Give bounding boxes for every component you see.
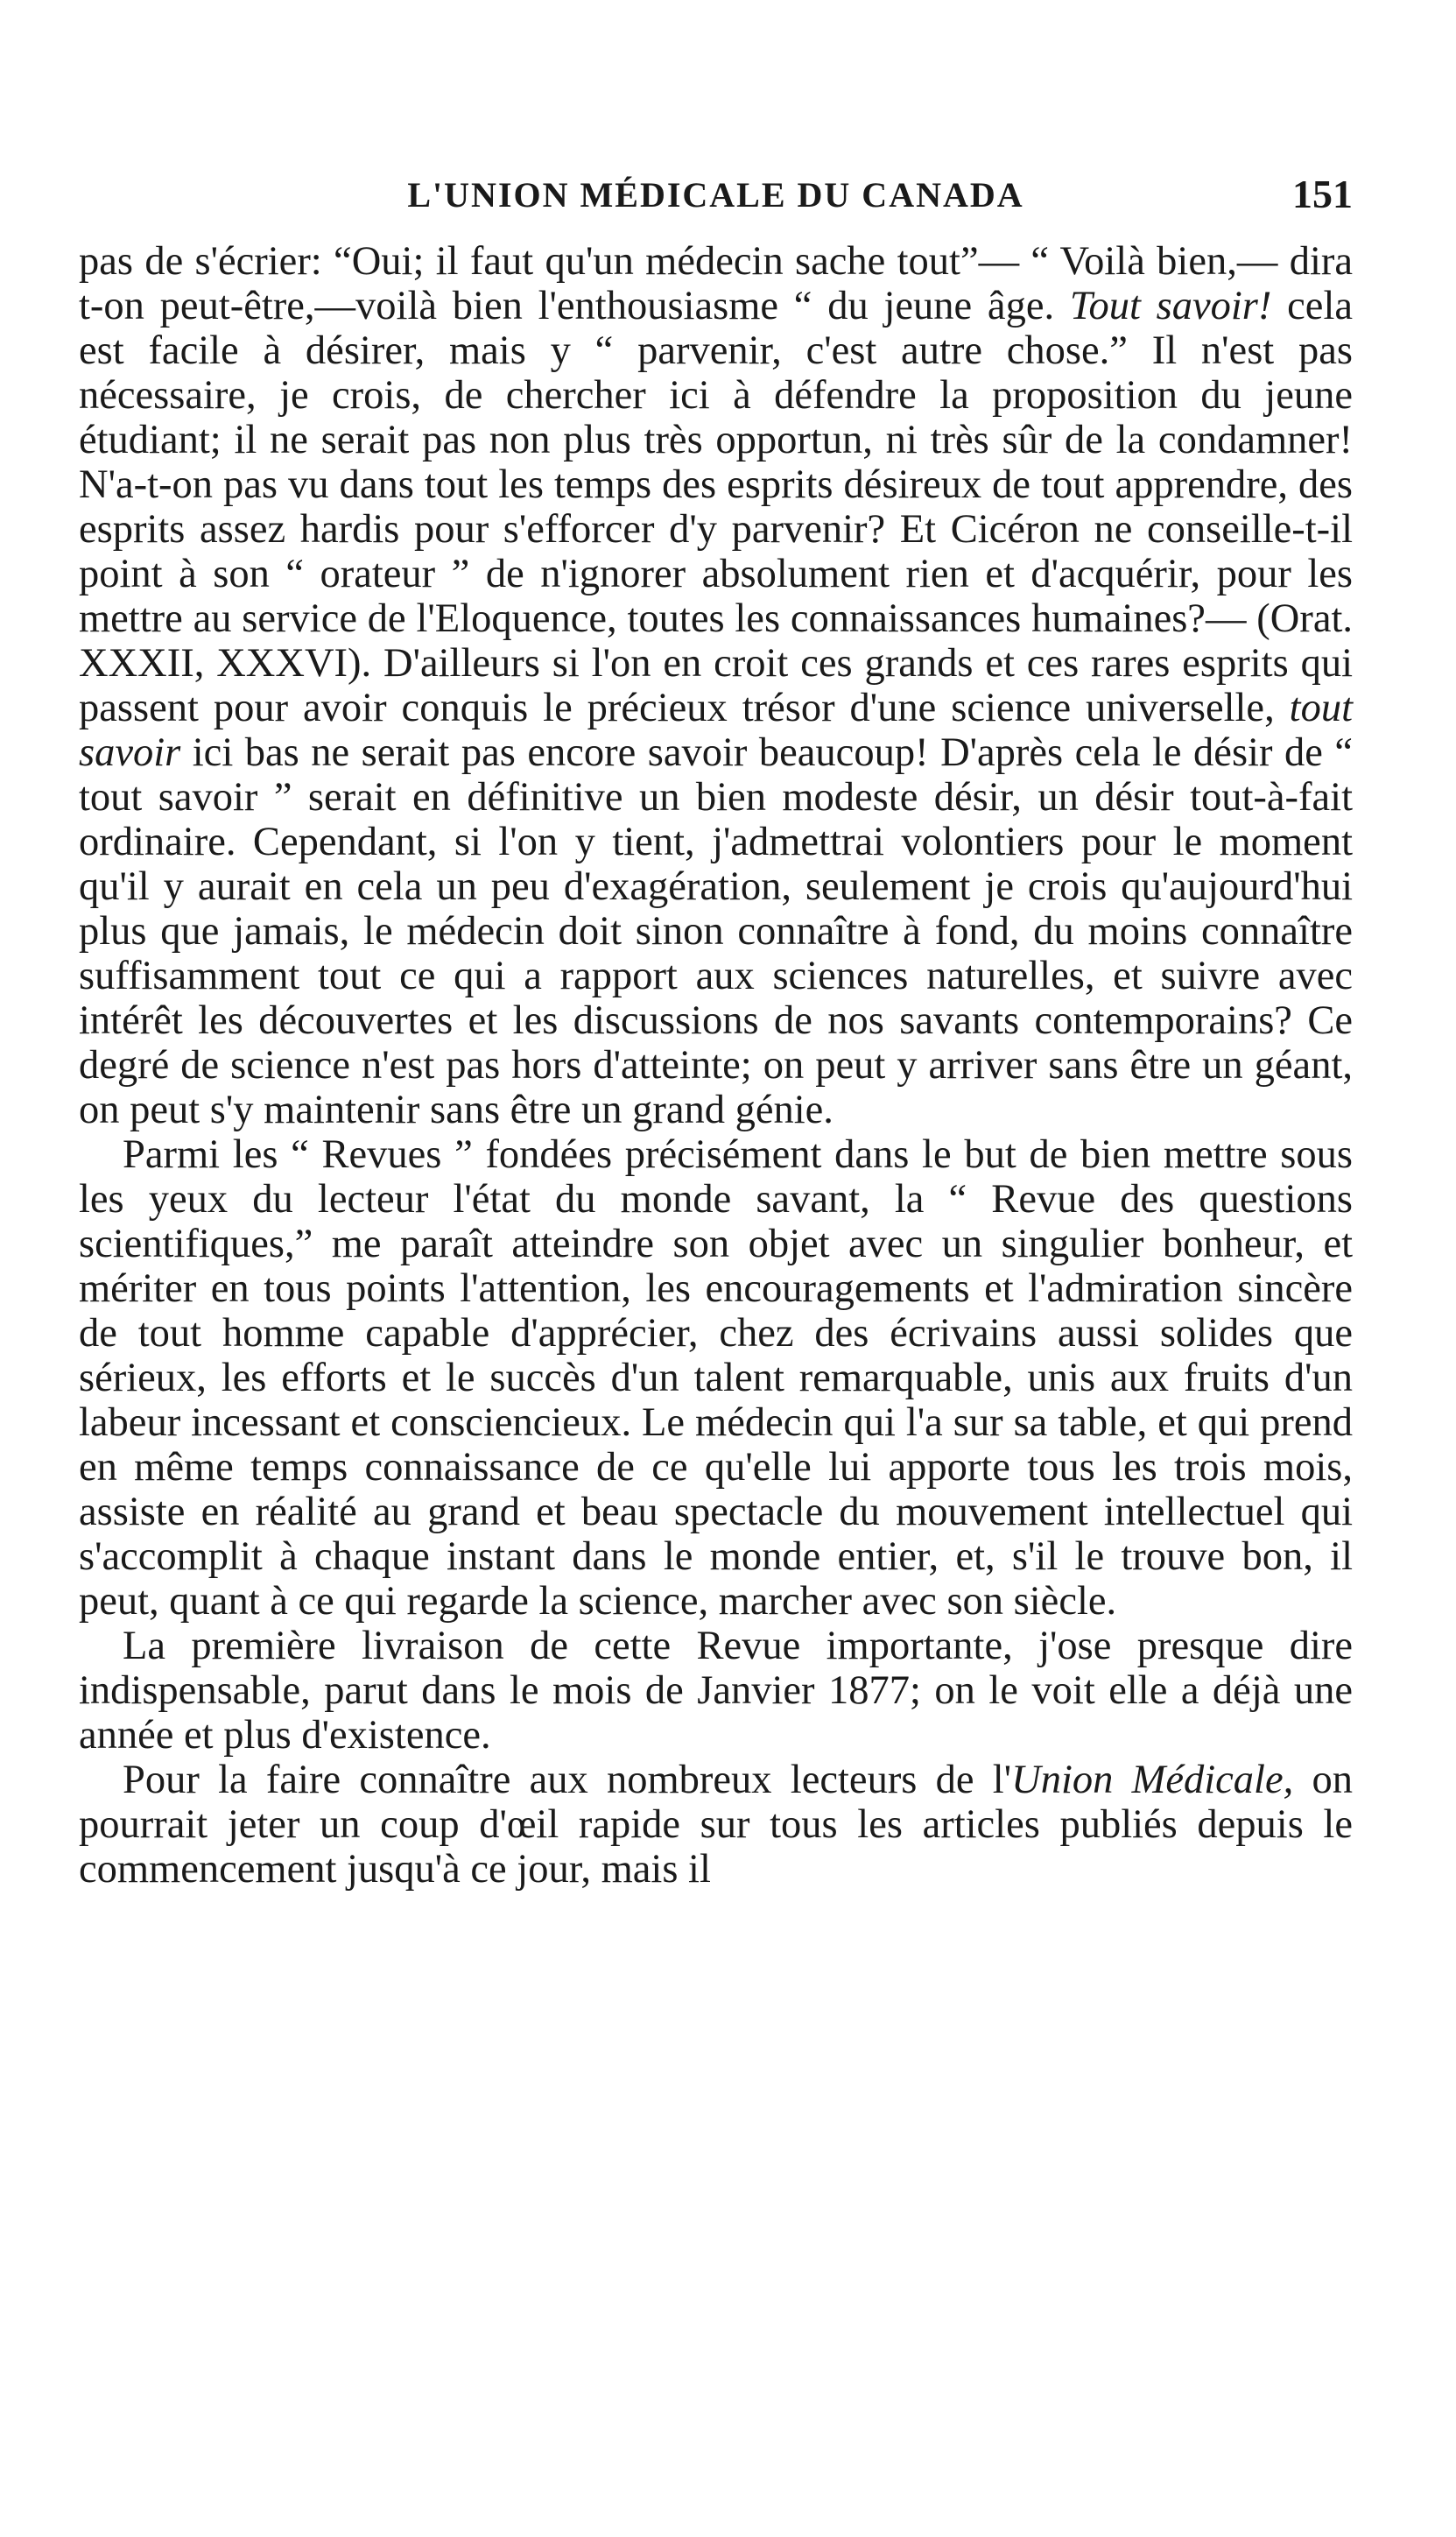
paragraph-1 — [79, 239, 1353, 1132]
page-number: 151 — [1292, 172, 1353, 216]
text-run: on pourrait jeter un coup d'œil rapide sur tous les articles publiés depuis le commencement jusqu'à ce jour, mais il — [79, 1758, 1354, 1892]
running-head — [79, 171, 1353, 223]
text-run: ici bas ne serait pas encore savoir beaucoup! D'après cela le désir de “ tout savoir ” serait en définitive un bien modeste désir, un désir tout-à-fait ordinaire. Cependant, si l'on y tient, j'admettrai volontiers pour le moment qu'il y aurait en cela un peu d'exagération, seulement je crois qu'aujourd'hui plus que jamais, le médecin doit sinon connaître à fond, du moins connaître suffisamment tout ce qui a rapport aux sciences naturelles, et suivre avec intérêt les découvertes et les discussions de nos savants contemporains? Ce degré de science n'est pas hors d'atteinte; on peut y arriver sans être un géant, on peut s'y maintenir sans être un grand génie. — [79, 730, 1353, 1132]
text-run: pas de s'écrier: “Oui; il faut qu'un médecin sache tout”— “ Voilà bien,— dira t-on peut-être,—voilà bien l'enthousiasme “ du jeune âge. — [79, 239, 1353, 328]
running-title: L'UNION MÉDICALE DU CANADA — [407, 175, 1024, 215]
paragraph-4 — [79, 1758, 1353, 1892]
book-page — [79, 171, 1353, 1892]
text-run: cela est facile à désirer, mais y “ parvenir, c'est autre chose.” Il n'est pas nécessaire, je crois, de chercher ici à défendre la proposition du jeune étudiant; il ne serait pas non plus très opportun, ni très sûr de la condamner! N'a-t-on pas vu dans tout les temps des esprits désireux de tout apprendre, des esprits assez hardis pour s'efforcer d'y parvenir? Et Cicéron ne conseille-t-il point à son “ orateur ” de n'ignorer absolument rien et d'acquérir, pour les mettre au service de l'Eloquence, toutes les connaissances humaines?— (Orat. XXXII, XXXVI). D'ailleurs si l'on en croit ces grands et ces rares esprits qui passent pour avoir conquis le précieux trésor d'une science universelle, — [79, 284, 1353, 730]
italic-run: Tout savoir! — [1069, 284, 1272, 328]
italic-run: tout savoir — [79, 686, 1353, 775]
paragraph-2 — [79, 1132, 1353, 1624]
body-text — [79, 239, 1353, 1892]
text-run: Parmi les “ Revues ” fondées précisément dans le but de bien mettre sous les yeux du lecteur l'état du monde savant, la “ Revue des questions scientifiques,” me paraît atteindre son objet avec un singulier bonheur, et mériter en tous points l'attention, les encouragements et l'admiration sincère de tout homme capable d'apprécier, chez des écrivains aussi solides que sérieux, les efforts et le succès d'un talent remarquable, unis aux fruits d'un labeur incessant et consciencieux. Le médecin qui l'a sur sa table, et qui prend en même temps connaissance de ce qu'elle lui apporte tous les trois mois, assiste en réalité au grand et beau spectacle du mouvement intellectuel qui s'accomplit à chaque instant dans le monde entier, et, s'il le trouve bon, il peut, quant à ce qui regarde la science, marcher avec son siècle. — [79, 1132, 1353, 1624]
paragraph-3 — [79, 1624, 1353, 1758]
text-run: Pour la faire connaître aux nombreux lecteurs de l' — [123, 1758, 1012, 1802]
text-run: La première livraison de cette Revue importante, j'ose presque dire indispensable, parut dans le mois de Janvier 1877; on le voit elle a déjà une année et plus d'existence. — [79, 1624, 1353, 1758]
italic-run: Union Médicale, — [1011, 1758, 1294, 1802]
